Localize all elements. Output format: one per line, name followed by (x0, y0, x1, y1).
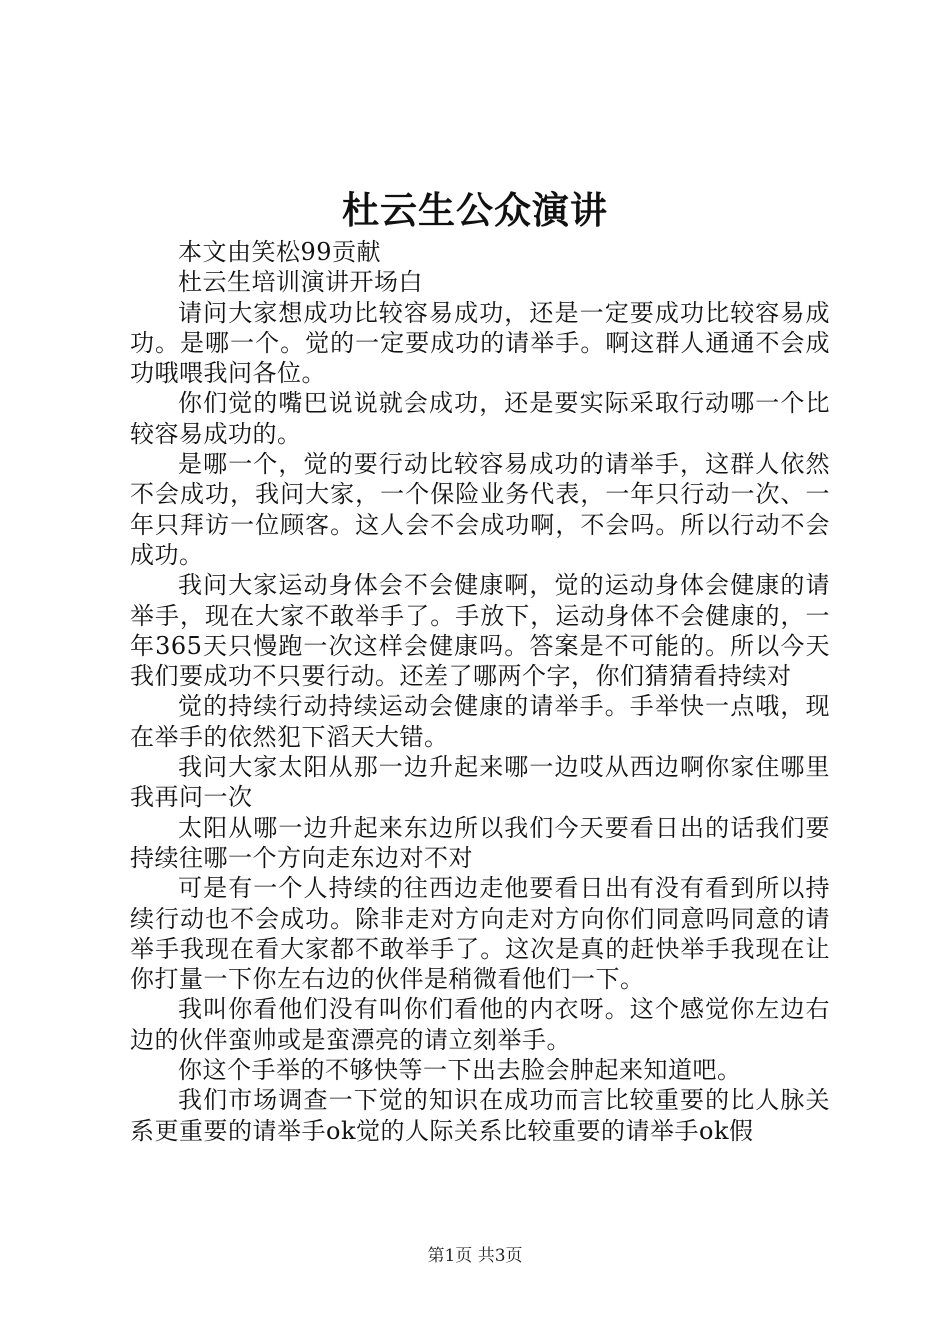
page-number-footer: 第1页 共3页 (427, 1246, 523, 1266)
paragraph: 杜云生培训演讲开场白 (178, 268, 423, 297)
paragraph: 你们觉的嘴巴说说就会成功，还是要实际采取行动哪一个比较容易成功的。 (130, 389, 830, 448)
document-title: 杜云生公众演讲 (342, 188, 608, 232)
paragraph: 你这个手举的不够快等一下出去脸会肿起来知道吧。 (178, 1056, 742, 1085)
paragraph: 太阳从哪一边升起来东边所以我们今天要看日出的话我们要持续往哪一个方向走东边对不对 (130, 813, 830, 872)
paragraph: 我问大家运动身体会不会健康啊，觉的运动身体会健康的请举手，现在大家不敢举手了。手放下，运动身体不会健康的，一年365天只慢跑一次这样会健康吗。答案是不可能的。所以今天我们要成功不只要行动。还差了哪两个字，你们猜猜看持续对 (130, 571, 830, 691)
paragraph: 请问大家想成功比较容易成功，还是一定要成功比较容易成功。是哪一个。觉的一定要成功的请举手。啊这群人通通不会成功哦喂我问各位。 (130, 298, 830, 388)
paragraph: 本文由笑松99贡献 (178, 238, 382, 266)
paragraph: 是哪一个，觉的要行动比较容易成功的请举手，这群人依然不会成功，我问大家，一个保险业务代表，一年只行动一次、一年只拜访一位顾客。这人会不会成功啊，不会吗。所以行动不会成功。 (130, 450, 830, 569)
document-body (130, 237, 830, 1146)
paragraph: 我问大家太阳从那一边升起来哪一边哎从西边啊你家住哪里我再问一次 (130, 753, 830, 812)
paragraph: 可是有一个人持续的往西边走他要看日出有没有看到所以持续行动也不会成功。除非走对方向走对方向你们同意吗同意的请举手我现在看大家都不敢举手了。这次是真的赶快举手我现在让你打量一下你左右边的伙伴是稍微看他们一下。 (130, 874, 830, 994)
paragraph: 我们市场调查一下觉的知识在成功而言比较重要的比人脉关系更重要的请举手ok觉的人际关系比较重要的请举手ok假 (130, 1086, 830, 1145)
paragraph: 觉的持续行动持续运动会健康的请举手。手举快一点哦，现在举手的依然犯下滔天大错。 (130, 692, 830, 751)
paragraph: 我叫你看他们没有叫你们看他的内衣呀。这个感觉你左边右边的伙伴蛮帅或是蛮漂亮的请立刻举手。 (130, 995, 830, 1054)
